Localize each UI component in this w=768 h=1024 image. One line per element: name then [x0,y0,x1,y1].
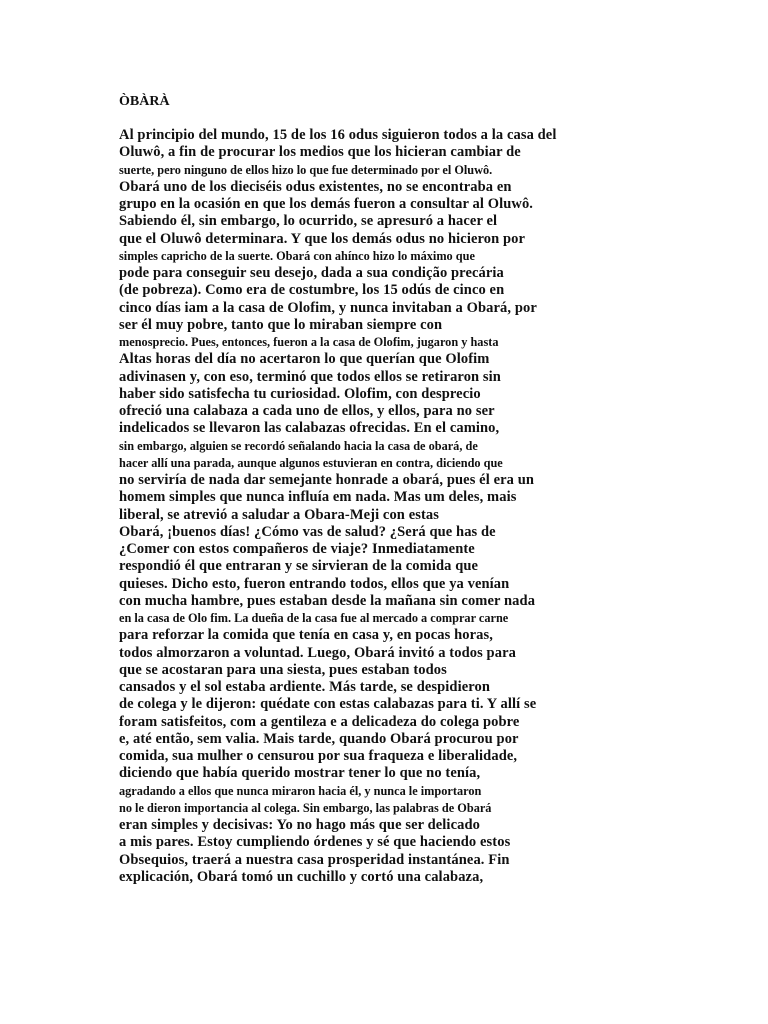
text-line: pode para conseguir seu desejo, dada a sua condição precária [119,265,504,281]
text-line: Oluwô, a fin de procurar los medios que los hicieran cambiar de [119,144,521,161]
text-line: liberal, se atrevió a saludar a Obara-Meji con estas [119,506,440,523]
text-line: grupo en la ocasión en que los demás fueron a consultar al Oluwô. [119,196,534,212]
document-title: ÒBÀRÀ [119,94,170,109]
text-line: para reforzar la comida que tenía en casa y, en pocas horas, [119,627,493,644]
text-line: hacer allí una parada, aunque algunos estuvieran en contra, diciendo que [119,455,503,470]
text-line: e, até então, sem valia. Mais tarde, quando Obará procurou por [119,730,519,747]
text-line: Obará, ¡buenos días! ¿Cómo vas de salud? ¿Será que has de [119,523,496,540]
text-line: no serviría de nada dar semejante honrade a obará, pues él era un [119,472,535,488]
text-line: diciendo que había querido mostrar tener lo que no tenía, [119,765,481,782]
text-line: Al principio del mundo, 15 de los 16 odus siguieron todos a la casa del [119,127,557,143]
text-line: Sabiendo él, sin embargo, lo ocurrido, se apresuró a hacer el [119,213,498,230]
text-line: haber sido satisfecha tu curiosidad. Olofim, con desprecio [119,385,481,402]
text-line: menosprecio. Pues, entonces, fueron a la casa de Olofim, jugaron y hasta [119,335,499,349]
text-line: a mis pares. Estoy cumpliendo órdenes y sé que haciendo estos [119,834,511,851]
text-line: simples capricho de la suerte. Obará con ahínco hizo lo máximo que [119,248,475,263]
text-line: ofreció una calabaza a cada uno de ellos, y ellos, para no ser [119,403,495,419]
text-line: Obará uno de los dieciséis odus existentes, no se encontraba en [119,178,512,195]
text-line: eran simples y decisivas: Yo no hago más que ser delicado [119,817,480,833]
text-line: que el Oluwô determinara. Y que los demás odus no hicieron por [119,230,526,247]
text-line: agradando a ellos que nunca miraron hacia él, y nunca le importaron [119,783,482,798]
text-line: explicación, Obará tomó un cuchillo y cortó una calabaza, [119,868,484,885]
text-line: ¿Comer con estos compañeros de viaje? Inmediatamente [119,541,475,557]
text-line: de colega y le dijeron: quédate con estas calabazas para ti. Y allí se [119,696,537,713]
text-line: con mucha hambre, pues estaban desde la mañana sin comer nada [119,592,536,609]
text-line: adivinasen y, con eso, terminó que todos ellos se retiraron sin [119,368,501,385]
text-line: homem simples que nunca influía em nada. Mas um deles, mais [119,489,517,506]
text-line: que se acostaran para una siesta, pues estaban todos [119,661,447,678]
text-line: cinco días iam a la casa de Olofim, y nunca invitaban a Obará, por [119,299,537,316]
text-line: (de pobreza). Como era de costumbre, los 15 odús de cinco en [119,282,505,299]
text-line: Altas horas del día no acertaron lo que querían que Olofim [119,351,490,368]
document-body [119,127,559,886]
text-line: Obsequios, traerá a nuestra casa prosperidad instantánea. Fin [119,851,510,868]
text-line: todos almorzaron a voluntad. Luego, Obará invitó a todos para [119,644,516,661]
text-line: sin embargo, alguien se recordó señalando hacia la casa de obará, de [119,438,478,453]
text-line: ser él muy pobre, tanto que lo miraban siempre con [119,316,443,333]
text-line: quieses. Dicho esto, fueron entrando todos, ellos que ya venían [119,575,510,592]
text-line: suerte, pero ninguno de ellos hizo lo que fue determinado por el Oluwô. [119,162,493,177]
text-line: comida, sua mulher o censurou por sua fraqueza e liberalidade, [119,748,518,764]
text-line: no le dieron importancia al colega. Sin embargo, las palabras de Obará [119,800,492,815]
text-line: en la casa de Olo fim. La dueña de la casa fue al mercado a comprar carne [119,611,509,625]
text-line: cansados y el sol estaba ardiente. Más tarde, se despidieron [119,679,491,695]
text-line: indelicados se llevaron las calabazas ofrecidas. En el camino, [119,420,500,437]
text-line: respondió él que entraran y se sirvieran de la comida que [119,558,479,575]
text-line: foram satisfeitos, com a gentileza e a delicadeza do colega pobre [119,713,520,730]
